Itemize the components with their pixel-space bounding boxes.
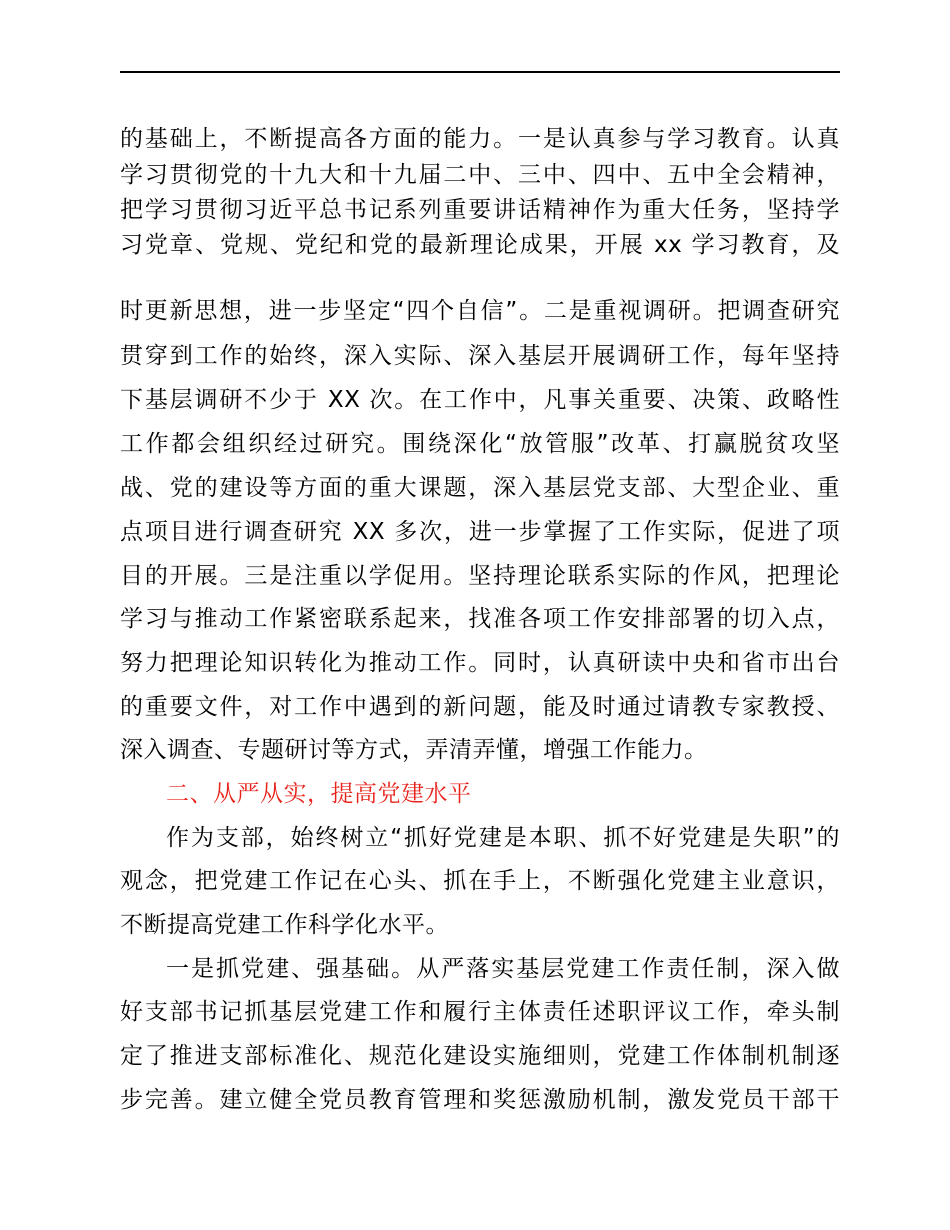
header-rule: [120, 71, 840, 73]
paragraph-line: 深入调查、专题研讨等方式，弄清弄懂，增强工作能力。: [120, 737, 708, 763]
paragraph-line: 观念，把党建工作记在心头、抓在手上，不断强化党建主业意识，: [120, 868, 840, 894]
paragraph-line: 学习与推动工作紧密联系起来，找准各项工作安排部署的切入点，: [120, 606, 840, 632]
paragraph-line: 步完善。建立健全党员教育管理和奖惩激励机制，激发党员干部干: [120, 1087, 840, 1113]
paragraph-line: 把学习贯彻习近平总书记系列重要讲话精神作为重大任务，坚持学: [120, 197, 840, 223]
paragraph-line: 时更新思想，进一步坚定“四个自信”。二是重视调研。把调查研究: [120, 298, 840, 324]
paragraph-line: 一是抓党建、强基础。从严落实基层党建工作责任制，深入做: [166, 956, 840, 982]
paragraph-line: 目的开展。三是注重以学促用。坚持理论联系实际的作风，把理论: [120, 563, 840, 589]
paragraph-line: 习党章、党规、党纪和党的最新理论成果，开展 xx 学习教育，及: [120, 232, 840, 258]
paragraph-line: 作为支部，始终树立“抓好党建是本职、抓不好党建是失职”的: [166, 825, 840, 851]
section-heading: 二、从严从实，提高党建水平: [166, 781, 472, 807]
paragraph-line: 不断提高党建工作科学化水平。: [120, 912, 449, 938]
paragraph-line: 下基层调研不少于 XX 次。在工作中，凡事关重要、决策、政略性: [120, 387, 840, 413]
paragraph-line: 好支部书记抓基层党建工作和履行主体责任述职评议工作，牵头制: [120, 999, 840, 1025]
paragraph-line: 努力把理论知识转化为推动工作。同时，认真研读中央和省市出台: [120, 650, 840, 676]
paragraph-line: 的重要文件，对工作中遇到的新问题，能及时通过请教专家教授、: [120, 694, 840, 720]
paragraph-line: 的基础上，不断提高各方面的能力。一是认真参与学习教育。认真: [120, 126, 840, 152]
paragraph-line: 工作都会组织经过研究。围绕深化“放管服”改革、打赢脱贫攻坚: [120, 431, 840, 457]
paragraph-line: 战、党的建设等方面的重大课题，深入基层党支部、大型企业、重: [120, 475, 840, 501]
paragraph-line: 贯穿到工作的始终，深入实际、深入基层开展调研工作，每年坚持: [120, 343, 840, 369]
paragraph-line: 学习贯彻党的十九大和十九届二中、三中、四中、五中全会精神，: [120, 162, 840, 188]
paragraph-line: 定了推进支部标准化、规范化建设实施细则，党建工作体制机制逐: [120, 1043, 840, 1069]
paragraph-line: 点项目进行调查研究 XX 多次，进一步掌握了工作实际，促进了项: [120, 519, 840, 545]
